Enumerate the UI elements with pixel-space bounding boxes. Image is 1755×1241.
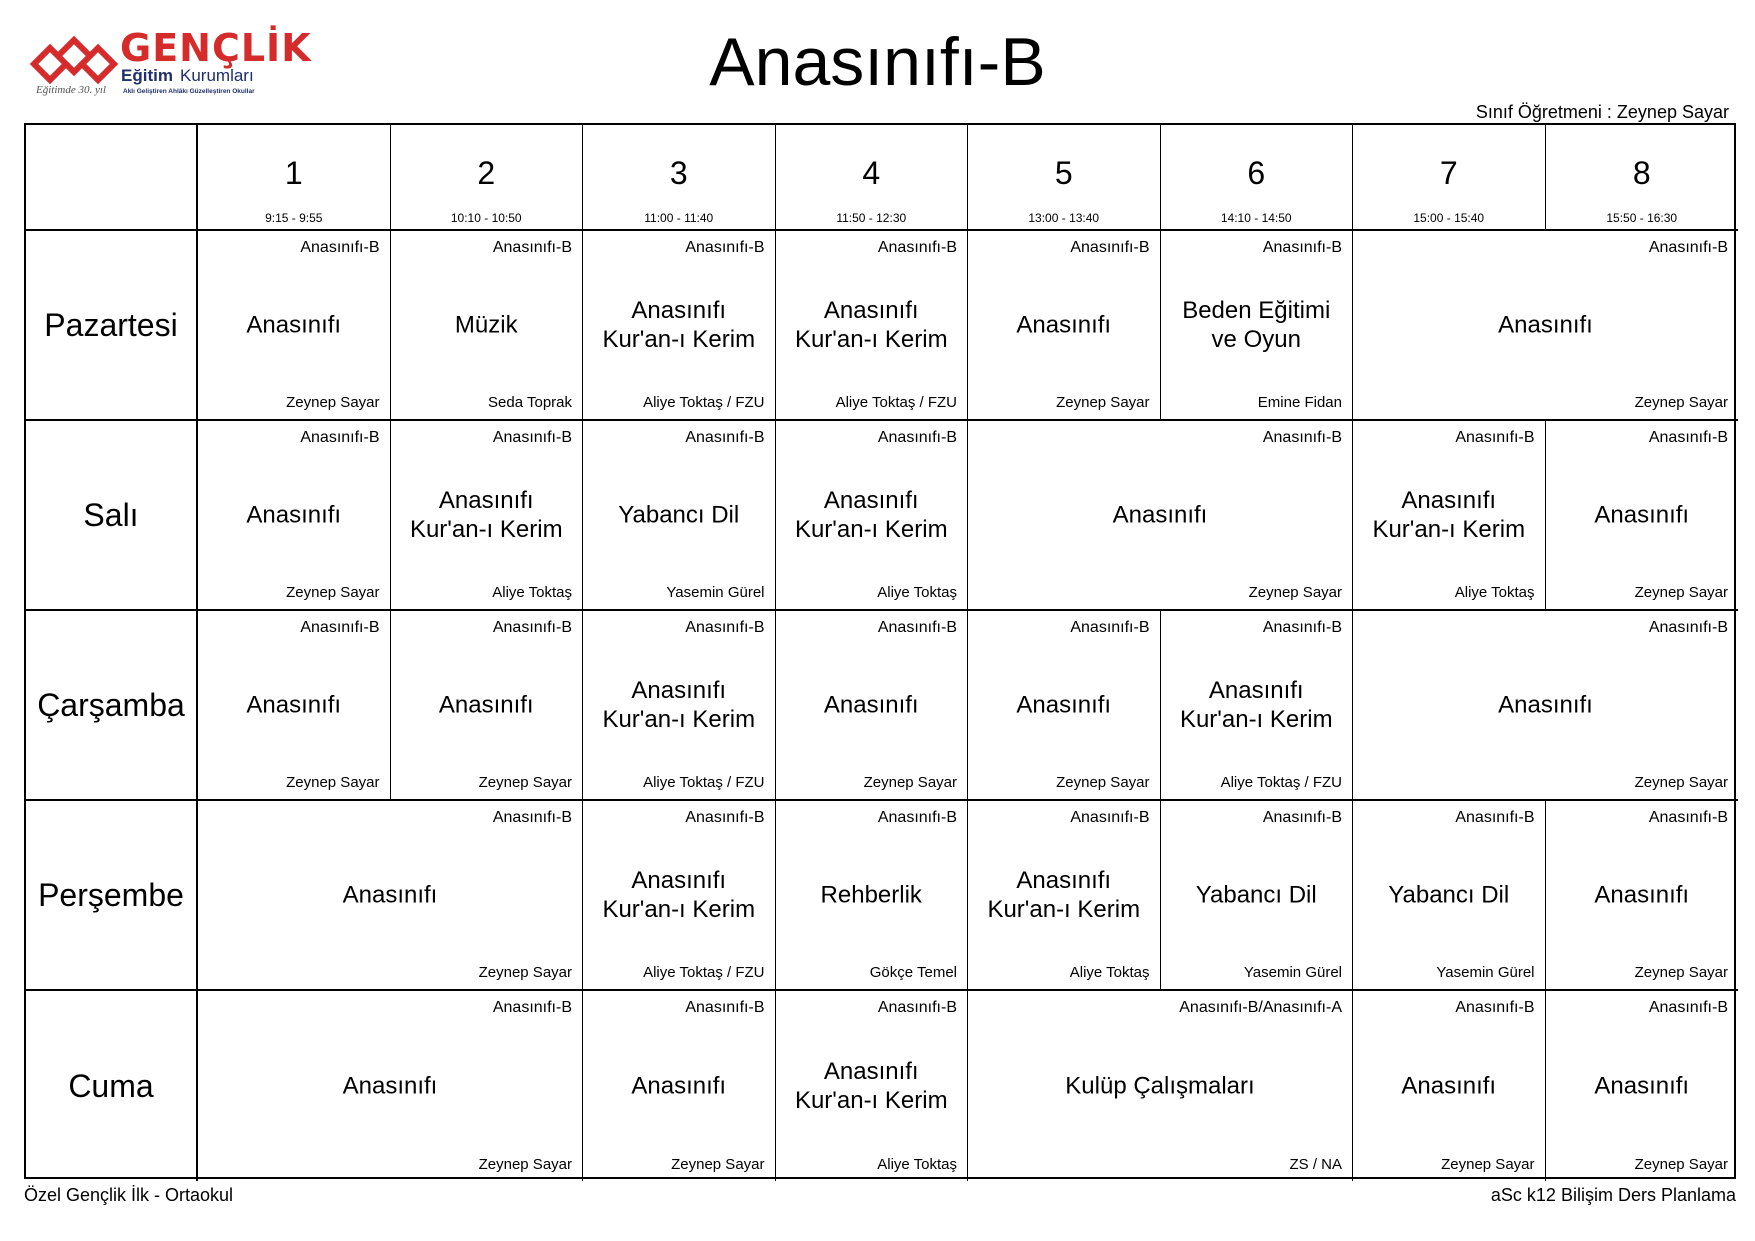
lesson-teacher: Aliye Toktaş / FZU — [643, 394, 765, 411]
lesson-teacher: Zeynep Sayar — [478, 1156, 572, 1173]
lesson-subject: Yabancı Dil — [1195, 881, 1317, 909]
lesson-subject: Anasınıfı — [823, 691, 919, 719]
lesson-subject: Anasınıfı — [1016, 311, 1112, 339]
logo-name: GENÇLİK — [120, 26, 312, 70]
period-time: 11:50 - 12:30 — [836, 211, 907, 225]
period-header — [1161, 125, 1354, 231]
lesson-teacher: Aliye Toktaş / FZU — [1220, 774, 1342, 791]
period-header — [968, 125, 1161, 231]
period-number: 3 — [669, 155, 688, 191]
lesson-cell[interactable] — [583, 991, 776, 1181]
footer-software-name: aSc k12 Bilişim Ders Planlama — [1490, 1185, 1736, 1205]
period-time: 15:00 - 15:40 — [1413, 211, 1485, 225]
lesson-cell[interactable] — [776, 231, 969, 421]
logo-subtitle-bold: Eğitim — [121, 66, 173, 85]
lesson-subject: Anasınıfı — [631, 1072, 727, 1100]
period-header — [1546, 125, 1739, 231]
period-header — [198, 125, 391, 231]
lesson-cell[interactable] — [198, 231, 391, 421]
lesson-class: Anasınıfı-B — [1070, 619, 1150, 636]
lesson-class: Anasınıfı-B — [1070, 239, 1150, 256]
lesson-subject: Rehberlik — [820, 881, 922, 909]
lesson-teacher: ZS / NA — [1289, 1156, 1342, 1173]
lesson-subject: Anasınıfı — [1594, 881, 1690, 909]
lesson-cell[interactable] — [198, 611, 391, 801]
day-label: Pazartesi — [26, 231, 198, 421]
lesson-teacher: Gökçe Temel — [869, 964, 957, 981]
lesson-class: Anasınıfı-B — [492, 429, 572, 446]
lesson-teacher: Seda Toprak — [488, 394, 572, 411]
lesson-teacher: Yasemin Gürel — [1243, 964, 1342, 981]
lesson-class: Anasınıfı-B — [1648, 239, 1728, 256]
period-number: 8 — [1632, 155, 1651, 191]
lesson-cell[interactable] — [1161, 801, 1354, 991]
lesson-class: Anasınıfı-B — [1262, 429, 1342, 446]
lesson-teacher: Aliye Toktaş — [492, 584, 572, 601]
lesson-class: Anasınıfı-B — [877, 999, 957, 1016]
lesson-subject: Anasınıfı Kur'an-ı Kerim — [1179, 677, 1333, 733]
footer-school-name: Özel Gençlik İlk - Ortaokul — [24, 1185, 234, 1205]
timetable-grid — [24, 123, 1736, 1179]
lesson-subject: Müzik — [454, 311, 518, 339]
lesson-subject: Beden Eğitimi ve Oyun — [1182, 297, 1331, 353]
lesson-cell[interactable] — [391, 231, 584, 421]
lesson-teacher: Zeynep Sayar — [671, 1156, 765, 1173]
lesson-class: Anasınıfı-B — [685, 239, 765, 256]
lesson-subject: Anasınıfı Kur'an-ı Kerim — [794, 487, 948, 543]
period-header — [1353, 125, 1546, 231]
lesson-cell[interactable] — [391, 611, 584, 801]
lesson-teacher: Aliye Toktaş — [1069, 964, 1150, 981]
lesson-subject: Anasınıfı — [1112, 501, 1208, 529]
lesson-subject: Anasınıfı — [1594, 1072, 1690, 1100]
lesson-subject: Anasınıfı — [438, 691, 534, 719]
lesson-subject: Anasınıfı — [246, 311, 342, 339]
lesson-teacher: Zeynep Sayar — [1634, 584, 1728, 601]
lesson-cell[interactable] — [776, 611, 969, 801]
lesson-class: Anasınıfı-B — [685, 809, 765, 826]
lesson-subject: Anasınıfı Kur'an-ı Kerim — [602, 867, 756, 923]
lesson-class: Anasınıfı-B — [1262, 809, 1342, 826]
lesson-class: Anasınıfı-B — [492, 809, 572, 826]
lesson-class: Anasınıfı-B — [877, 239, 957, 256]
lesson-teacher: Zeynep Sayar — [286, 394, 380, 411]
lesson-subject: Anasınıfı — [1498, 691, 1593, 719]
lesson-class: Anasınıfı-B — [1648, 999, 1728, 1016]
logo-subtitle: Kurumları — [180, 66, 254, 85]
period-time: 14:10 - 14:50 — [1220, 211, 1292, 225]
lesson-subject: Anasınıfı — [1594, 501, 1690, 529]
day-label: Salı — [26, 421, 198, 611]
lesson-subject: Anasınıfı — [1016, 691, 1112, 719]
lesson-cell[interactable] — [583, 611, 776, 801]
lesson-class: Anasınıfı-B — [1455, 429, 1535, 446]
lesson-cell[interactable] — [1353, 231, 1738, 421]
lesson-cell[interactable] — [198, 421, 391, 611]
lesson-class: Anasınıfı-B — [300, 429, 380, 446]
lesson-teacher: Zeynep Sayar — [1056, 774, 1150, 791]
lesson-class: Anasınıfı-B — [300, 619, 380, 636]
lesson-subject: Kulüp Çalışmaları — [1065, 1072, 1255, 1100]
lesson-class: Anasınıfı-B — [1648, 429, 1728, 446]
lesson-cell[interactable] — [968, 801, 1161, 991]
lesson-class: Anasınıfı-B — [300, 239, 380, 256]
lesson-cell[interactable] — [968, 991, 1353, 1181]
lesson-cell[interactable] — [583, 801, 776, 991]
lesson-cell[interactable] — [1546, 421, 1739, 611]
lesson-cell[interactable] — [1161, 231, 1354, 421]
day-label: Perşembe — [26, 801, 198, 991]
lesson-cell[interactable] — [1353, 801, 1546, 991]
lesson-subject: Anasınıfı Kur'an-ı Kerim — [1372, 487, 1526, 543]
class-teacher: Sınıf Öğretmeni : Zeynep Sayar — [1475, 102, 1729, 122]
day-label: Cuma — [26, 991, 198, 1181]
lesson-subject: Anasınıfı Kur'an-ı Kerim — [794, 1058, 948, 1114]
lesson-cell[interactable] — [776, 801, 969, 991]
lesson-class: Anasınıfı-B — [877, 619, 957, 636]
period-header — [776, 125, 969, 231]
lesson-cell[interactable] — [1353, 421, 1546, 611]
lesson-class: Anasınıfı-B — [492, 239, 572, 256]
lesson-teacher: Aliye Toktaş / FZU — [835, 394, 957, 411]
lesson-cell[interactable] — [968, 611, 1161, 801]
lesson-teacher: Emine Fidan — [1257, 394, 1342, 411]
lesson-teacher: Zeynep Sayar — [1056, 394, 1150, 411]
lesson-subject: Anasınıfı — [246, 691, 342, 719]
lesson-subject: Anasınıfı — [1498, 311, 1593, 339]
lesson-teacher: Zeynep Sayar — [286, 584, 380, 601]
lesson-teacher: Yasemin Gürel — [1436, 964, 1535, 981]
period-time: 9:15 - 9:55 — [265, 211, 323, 225]
period-number: 2 — [477, 155, 496, 191]
lesson-subject: Anasınıfı — [1401, 1072, 1497, 1100]
period-number: 7 — [1439, 155, 1458, 191]
lesson-teacher: Yasemin Gürel — [666, 584, 765, 601]
header-corner — [26, 125, 198, 231]
lesson-subject: Anasınıfı Kur'an-ı Kerim — [987, 867, 1141, 923]
lesson-subject: Anasınıfı Kur'an-ı Kerim — [602, 297, 756, 353]
period-time: 10:10 - 10:50 — [450, 211, 522, 225]
lesson-subject: Anasınıfı Kur'an-ı Kerim — [602, 677, 756, 733]
lesson-class: Anasınıfı-B — [1455, 999, 1535, 1016]
period-number: 1 — [284, 155, 303, 191]
lesson-cell[interactable] — [968, 421, 1353, 611]
lesson-teacher: Aliye Toktaş — [877, 584, 957, 601]
lesson-cell[interactable] — [968, 231, 1161, 421]
lesson-class: Anasınıfı-B — [1070, 809, 1150, 826]
day-label: Çarşamba — [26, 611, 198, 801]
lesson-teacher: Zeynep Sayar — [1634, 774, 1728, 791]
lesson-teacher: Aliye Toktaş — [877, 1156, 957, 1173]
lesson-class: Anasınıfı-B — [1648, 619, 1728, 636]
period-time: 13:00 - 13:40 — [1028, 211, 1100, 225]
period-number: 4 — [862, 155, 881, 191]
page-title: Anasınıfı-B — [709, 24, 1046, 100]
lesson-teacher: Zeynep Sayar — [1634, 964, 1728, 981]
lesson-class: Anasınıfı-B — [685, 619, 765, 636]
lesson-cell[interactable] — [391, 421, 584, 611]
lesson-class: Anasınıfı-B — [877, 809, 957, 826]
lesson-cell[interactable] — [776, 421, 969, 611]
lesson-class: Anasınıfı-B — [685, 429, 765, 446]
lesson-class: Anasınıfı-B — [877, 429, 957, 446]
lesson-cell[interactable] — [198, 991, 583, 1181]
lesson-subject: Anasınıfı — [342, 1072, 438, 1100]
lesson-teacher: Zeynep Sayar — [1248, 584, 1342, 601]
period-number: 6 — [1247, 155, 1266, 191]
period-time: 11:00 - 11:40 — [644, 211, 714, 225]
lesson-cell[interactable] — [583, 231, 776, 421]
lesson-teacher: Zeynep Sayar — [478, 964, 572, 981]
lesson-teacher: Zeynep Sayar — [863, 774, 957, 791]
logo-tagline: Aklı Geliştiren Ahlâkı Güzelleştiren Okullar — [123, 88, 255, 95]
lesson-teacher: Zeynep Sayar — [286, 774, 380, 791]
period-header — [391, 125, 584, 231]
lesson-teacher: Zeynep Sayar — [1634, 1156, 1728, 1173]
lesson-subject: Anasınıfı — [342, 881, 438, 909]
lesson-subject: Anasınıfı Kur'an-ı Kerim — [794, 297, 948, 353]
lesson-class: Anasınıfı-B — [492, 619, 572, 636]
lesson-class: Anasınıfı-B — [1262, 619, 1342, 636]
lesson-teacher: Zeynep Sayar — [1441, 1156, 1535, 1173]
lesson-class: Anasınıfı-B — [492, 999, 572, 1016]
lesson-teacher: Zeynep Sayar — [1634, 394, 1728, 411]
lesson-teacher: Zeynep Sayar — [478, 774, 572, 791]
lesson-class: Anasınıfı-B/Anasınıfı-A — [1179, 999, 1342, 1016]
lesson-class: Anasınıfı-B — [1262, 239, 1342, 256]
lesson-cell[interactable] — [776, 991, 969, 1181]
lesson-subject: Yabancı Dil — [618, 501, 740, 529]
lesson-subject: Yabancı Dil — [1388, 881, 1510, 909]
lesson-cell[interactable] — [1161, 611, 1354, 801]
lesson-class: Anasınıfı-B — [1455, 809, 1535, 826]
lesson-teacher: Aliye Toktaş — [1454, 584, 1535, 601]
period-time: 15:50 - 16:30 — [1606, 211, 1678, 225]
period-number: 5 — [1054, 155, 1073, 191]
lesson-subject: Anasınıfı Kur'an-ı Kerim — [409, 487, 563, 543]
lesson-cell[interactable] — [1353, 611, 1738, 801]
lesson-cell[interactable] — [583, 421, 776, 611]
lesson-teacher: Aliye Toktaş / FZU — [643, 774, 765, 791]
lesson-cell[interactable] — [1546, 801, 1739, 991]
lesson-class: Anasınıfı-B — [1648, 809, 1728, 826]
lesson-teacher: Aliye Toktaş / FZU — [643, 964, 765, 981]
lesson-cell[interactable] — [198, 801, 583, 991]
lesson-class: Anasınıfı-B — [685, 999, 765, 1016]
lesson-subject: Anasınıfı — [246, 501, 342, 529]
lesson-cell[interactable] — [1546, 991, 1739, 1181]
logo-motto: Eğitimde 30. yıl — [36, 84, 106, 96]
lesson-cell[interactable] — [1353, 991, 1546, 1181]
period-header — [583, 125, 776, 231]
